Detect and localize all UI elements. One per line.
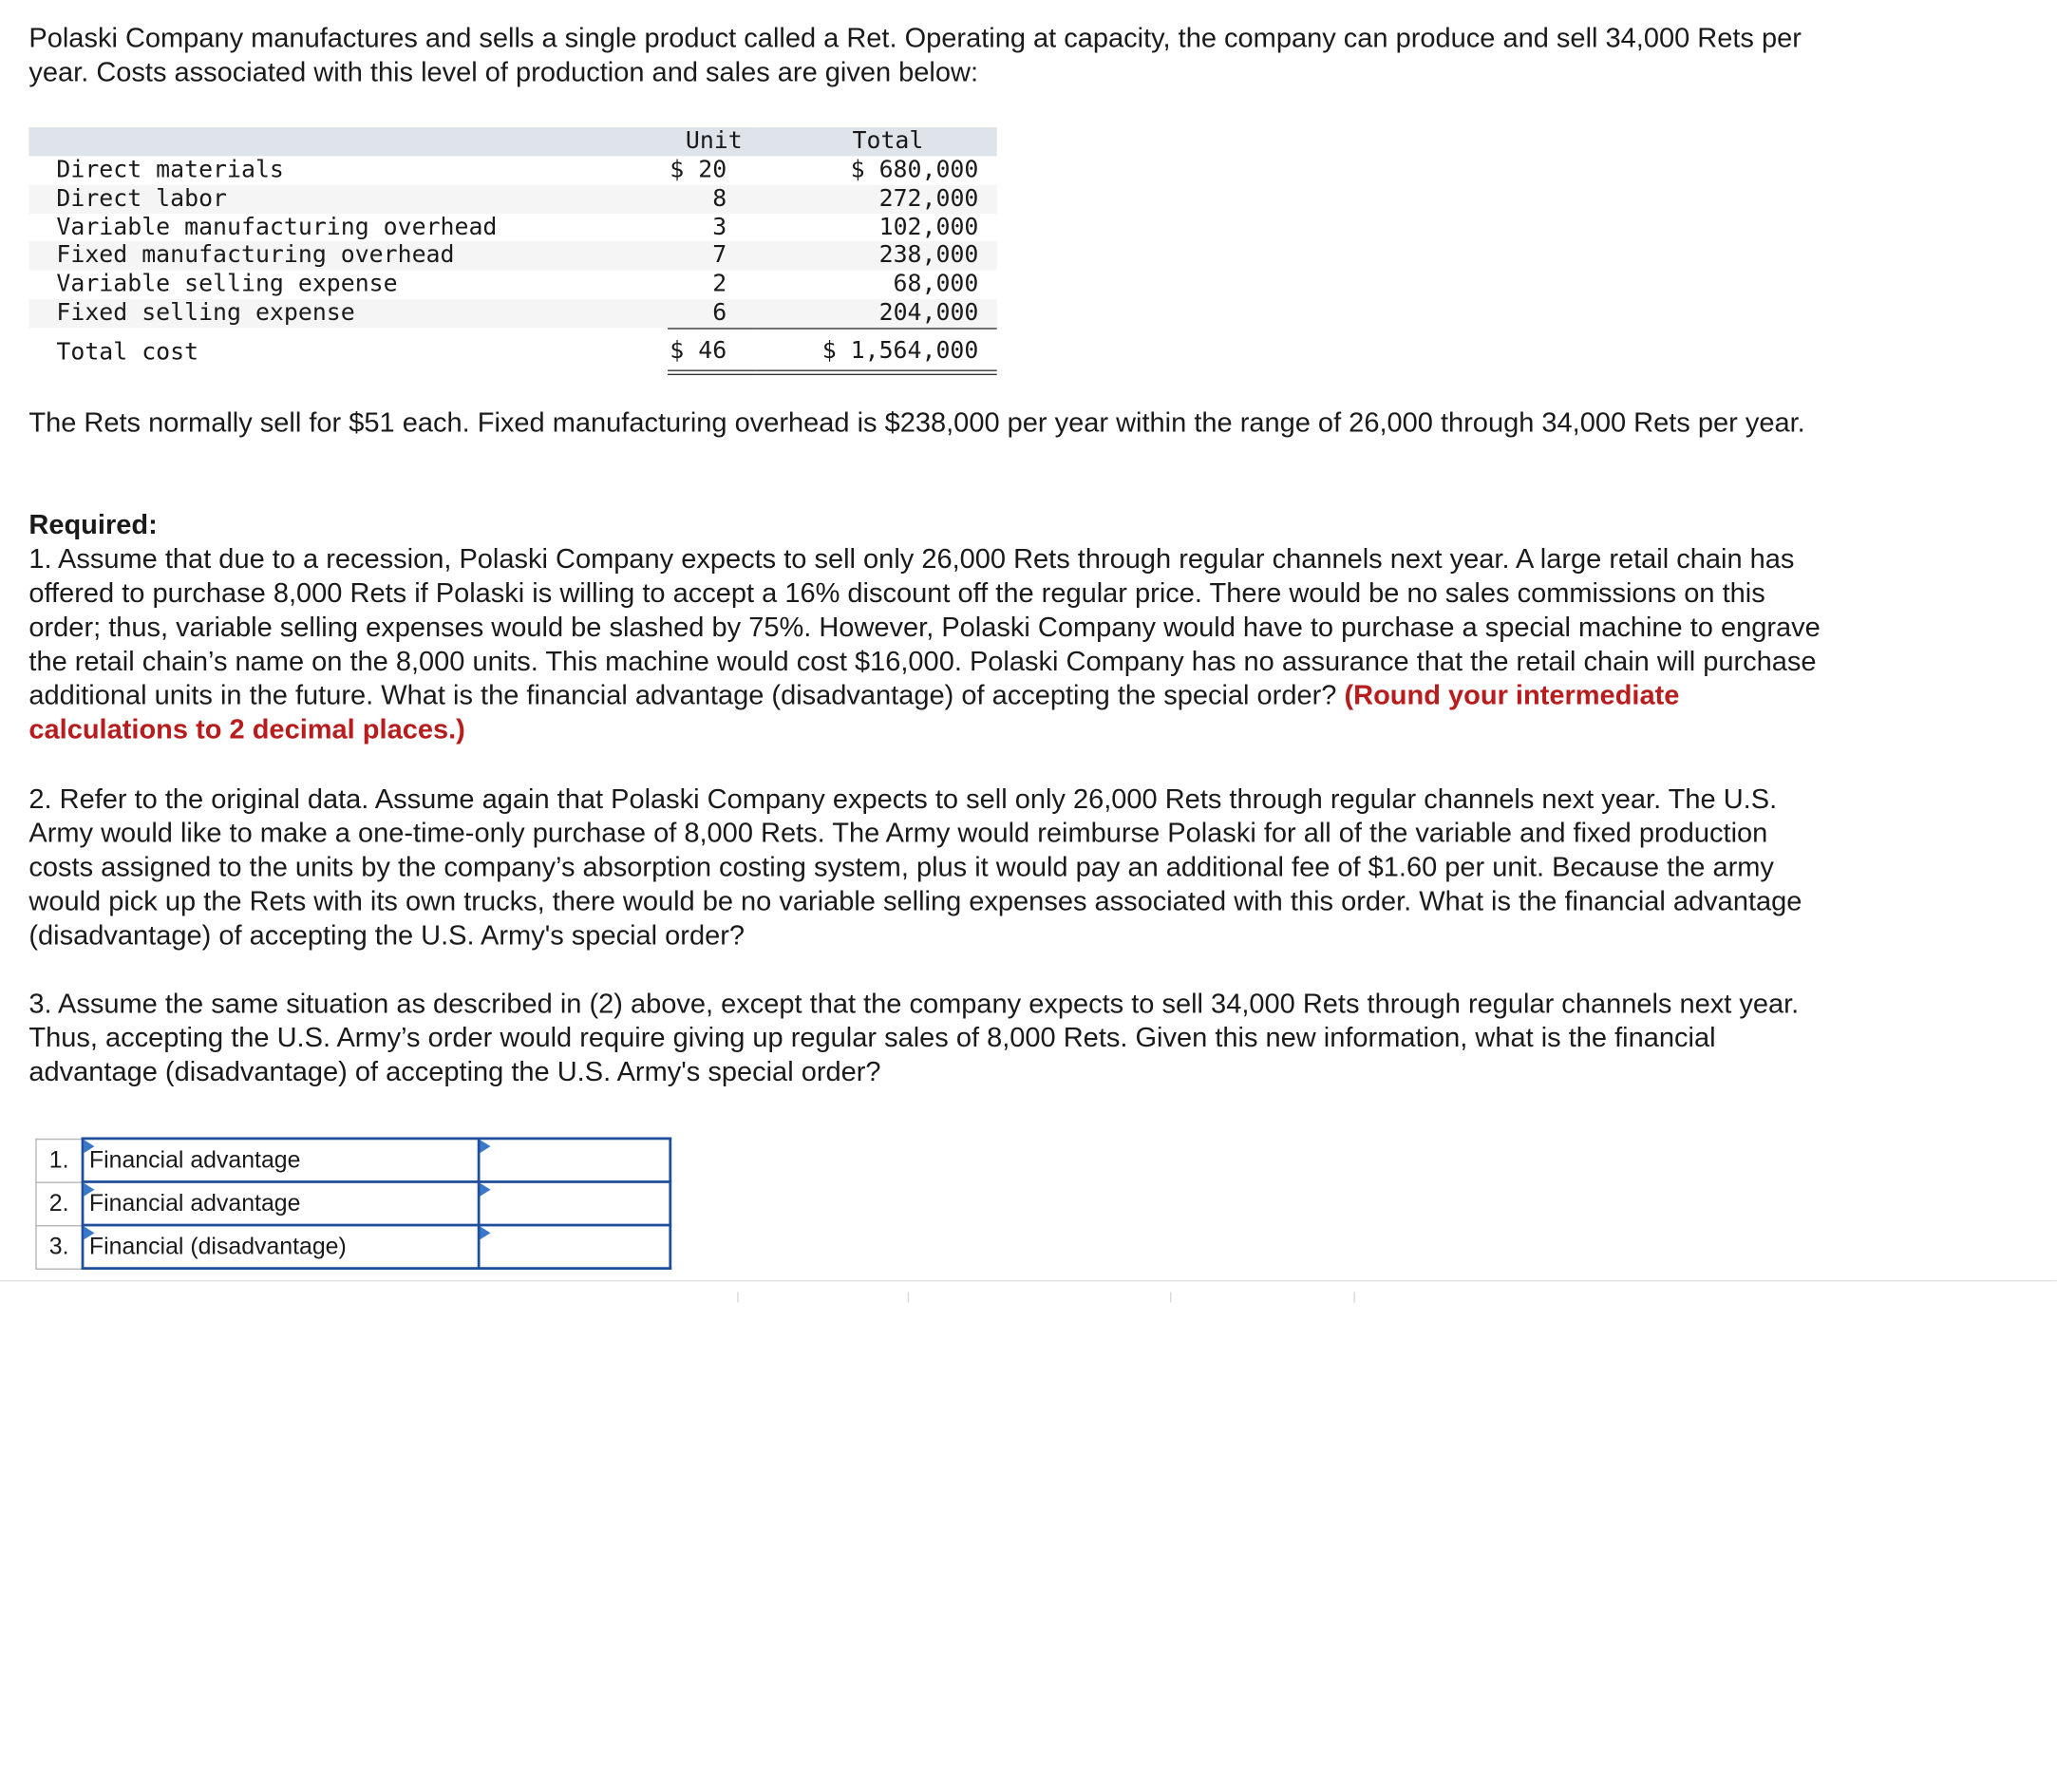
cost-table — [28, 127, 996, 375]
cost-row-unit: 2 — [712, 270, 727, 298]
answer-number: 2. — [36, 1181, 83, 1225]
bottom-divider — [0, 1280, 2057, 1281]
cost-row-label: Variable manufacturing overhead — [56, 213, 498, 241]
cost-row-label: Fixed manufacturing overhead — [28, 242, 668, 271]
cost-row-unit: 6 — [668, 299, 756, 329]
question-2-text: 2. Refer to the original data. Assume again that Polaski Company expects to sell only 26,000 Rets through regular channels next year. The U.S. Army would like to make a one-time-only purchase of 8,000 Rets. The Army would reimburse Polaski for all of the variable and fixed production costs assigned to the units by the company’s absorption costing system, plus it would pay an additional fee of $1.60 per unit. Because the army would pick up the Rets with its own trucks, there would be no variable selling expenses associated with this order. What is the financial advantage (disadvantage) of accepting the U.S. Army's special order? — [28, 783, 1802, 952]
cost-row-label: Direct materials — [56, 156, 284, 184]
required-heading: Required: — [28, 510, 158, 541]
dropdown-marker-icon — [84, 1226, 94, 1239]
cost-row-unit: $ 20 — [670, 156, 727, 184]
answer-table — [35, 1138, 671, 1271]
answer-label-select[interactable] — [83, 1225, 479, 1269]
bottom-divider-tick — [908, 1292, 909, 1302]
cost-row-label: Direct labor — [28, 184, 668, 213]
cost-row — [28, 299, 996, 329]
total-cost-label: Total cost — [56, 337, 199, 366]
cost-row-unit: 8 — [668, 184, 756, 213]
dropdown-marker-icon — [481, 1183, 491, 1197]
total-cost-row — [28, 329, 996, 372]
cost-row-total: 204,000 — [756, 299, 997, 329]
normal-price-paragraph: The Rets normally sell for $51 each. Fixed manufacturing overhead is $238,000 per year within the range of 26,000 through 34,000 Rets per year. — [28, 407, 1805, 439]
answer-row — [36, 1139, 670, 1182]
cost-row-total: $ 680,000 — [850, 156, 979, 184]
cost-table-header — [28, 127, 996, 156]
answer-number: 3. — [36, 1225, 83, 1269]
answer-input-cell[interactable] — [479, 1225, 670, 1269]
answer-label: Financial advantage — [88, 1146, 301, 1173]
rounding-note: (Round your intermediate calculations to 2 decimal places.) — [28, 680, 1680, 745]
answer-number: 1. — [36, 1139, 83, 1182]
dropdown-marker-icon — [481, 1140, 491, 1153]
answer-label: Financial advantage — [88, 1189, 301, 1217]
intro-paragraph: Polaski Company manufactures and sells a single product called a Ret. Operating at capacity, the company can produce and sell 34,000 Rets per year. Costs associated with this level of production and sales are given below: — [28, 23, 1802, 88]
dropdown-marker-icon — [84, 1140, 94, 1153]
dropdown-marker-icon — [481, 1226, 491, 1239]
cost-row — [28, 214, 996, 242]
dropdown-marker-icon — [84, 1183, 94, 1197]
answer-1-input[interactable] — [481, 1140, 670, 1180]
cost-row — [28, 184, 996, 213]
cost-row-unit: 7 — [668, 242, 756, 271]
cost-row-total: 102,000 — [878, 213, 979, 241]
cost-row-unit: 3 — [712, 213, 727, 241]
unit-header: Unit — [668, 127, 756, 156]
cost-row-total: 68,000 — [893, 270, 979, 298]
cost-row-label: Variable selling expense — [56, 270, 398, 298]
question-1-text: 1. Assume that due to a recession, Polaski Company expects to sell only 26,000 Rets through regular channels next year. A large retail chain has offered to purchase 8,000 Rets if Polaski is willing to accept a 16% discount off the regular price. There would be no sales commissions on this order; thus, variable selling expenses would be slashed by 75%. However, Polaski Company would have to purchase a special machine to engrave the retail chain’s name on the 8,000 units. This machine would cost $16,000. Polaski Company has no assurance that the retail chain will purchase additional units in the future. What is the financial advantage (disadvantage) of accepting the special order? — [28, 544, 1821, 711]
answer-row — [36, 1225, 670, 1269]
answer-label-select[interactable] — [83, 1139, 479, 1182]
total-header: Total — [756, 127, 997, 156]
answer-input-cell[interactable] — [479, 1181, 670, 1225]
bottom-divider-tick — [1353, 1292, 1354, 1302]
cost-row-total: 272,000 — [756, 184, 997, 213]
cost-row-total: 238,000 — [756, 242, 997, 271]
bottom-divider-tick — [1170, 1292, 1171, 1302]
answer-label: Financial (disadvantage) — [88, 1233, 347, 1259]
question-3-text: 3. Assume the same situation as described in (2) above, except that the company expects to sell 34,000 Rets through regular channels next year. Thus, accepting the U.S. Army’s order would require giving up regular sales of 8,000 Rets. Given this new information, what is the financial advantage (disadvantage) of accepting the U.S. Army's special order? — [28, 989, 1800, 1088]
cost-row — [28, 242, 996, 271]
answer-row — [36, 1181, 670, 1225]
answer-input-cell[interactable] — [479, 1139, 670, 1182]
answer-label-select[interactable] — [83, 1181, 479, 1225]
cost-row — [28, 271, 996, 299]
bottom-divider-tick — [737, 1292, 738, 1302]
cost-row — [28, 156, 996, 184]
total-cost-total: $ 1,564,000 — [756, 329, 997, 372]
answer-3-input[interactable] — [481, 1226, 670, 1267]
cost-row-label: Fixed selling expense — [28, 299, 668, 329]
required-section — [28, 509, 1839, 747]
total-cost-unit: $ 46 — [668, 329, 756, 372]
answer-2-input[interactable] — [481, 1183, 670, 1224]
